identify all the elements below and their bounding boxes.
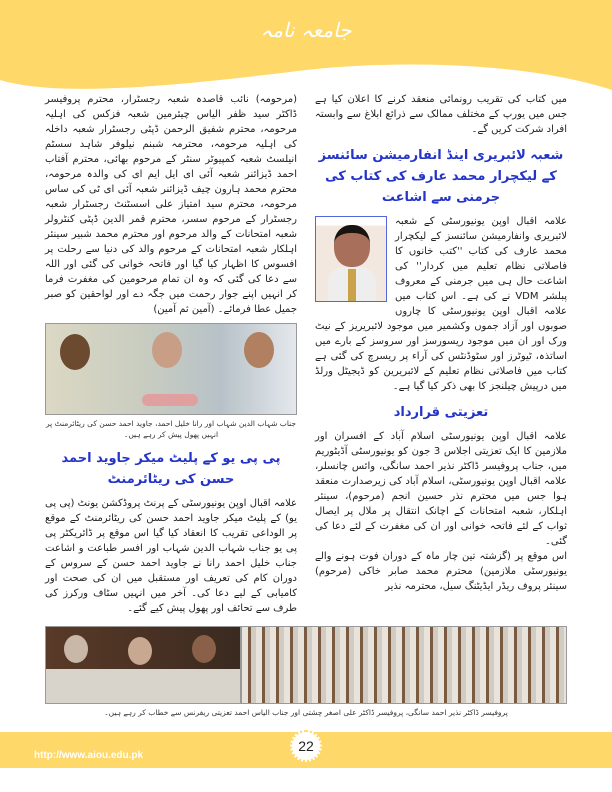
masthead-title: جامعہ نامہ [260,18,352,42]
article-heading-retirement: پی پی یو کے پلیٹ میکر جاوید احمد حسن کی ریٹائرمنٹ [61,451,281,487]
book-paragraph: علامہ اقبال اوپن یونیورسٹی کے شعبہ لائبریری وانفارمیشن سائنسز کے لیکچرار محمد عارف کی کتاب ''کتب خانوں کا فاصلاتی نظام تعلیم میں کردار'' کی اشاعت حال ہی میں جرمنی کے معروف پبلشر VDM نے کی ہے۔ اس کتاب میں علامہ اقبال اوپن یونیورسٹی کا چاروں صوبوں اور آزاد جموں وکشمیر میں موجود لائبریریز کے نیٹ ورک اور ان میں موجود ریسورسز اور سروسز کے بارے میں اساتذہ، ٹیوٹرز اور سٹوڈنٹس کی آراء پر ریسرچ کی گئی ہے کتاب میں فاصلاتی نظام تعلیم کے لائبریرین کو ڈیجیٹل ورلڈ میں درپیش چیلنجز کا بھی ذکر کیا گیا ہے۔ [315,216,567,392]
bottom-photo-caption: پروفیسر ڈاکٹر نذیر احمد سانگی، پروفیسر ڈاکٹر علی اصغر چشتی اور جناب الیاس احمد تعزیتی ریفرنس سے خطاب کر رہے ہیں۔ [104,708,508,717]
right-column [315,92,567,616]
article-heading-book: شعبہ لائبریری اینڈ انفارمیشن سائنسز کے لیکچرار محمد عارف کی کتاب کی جرمنی سے اشاعت [318,148,564,205]
condolence-continued-paragraph: (مرحومہ) نائب قاصدہ شعبہ رجسٹرار، محترم پروفیسر ڈاکٹر سید ظفر الیاس چیئرمین شعبہ فزکس کی اہلیہ مرحومہ، محترم شفیق الرحمن ڈپٹی رجسٹرار شعبہ داخلہ کی اہلیہ مرحومہ، محترمہ شبنم نیلوفر شاہد سسٹم انیلسٹ شعبہ کمپیوٹر سنٹر کے مرحوم بھائی، محترم آفتاب احمد ڈیزائنر شعبہ آئی ای ایل ایم ای کی والدہ مرحومہ، محترم محمد ہارون چیف ڈیزائنر شعبہ آئی ای ٹی کی ساس مرحومہ، محترم سید امتیاز علی اسسٹنٹ رجسٹرار شعبہ رجسٹرار کے مرحوم سسر، محترم قمر الدین ڈپٹی کنٹرولر شعبہ امتحانات کے والد مرحوم اور محترم محمد شبیر سینئر اہلکار شعبہ امتحانات کے مرحوم والد کی دنیا سے رحلت پر افسوس کا اظہار کیا گیا اور فاتحہ خوانی کی گئی اور اللہ سے دعا کی گئی کہ وہ ان تمام مرحومین کی مغفرت فرما کر انہیں اپنے جوار رحمت میں جگہ دے اور لواحقین کو صبر جمیل عطا فرمائے۔ (آمین ثم آمین) [45,94,297,315]
speakers-photo [45,626,241,704]
page-footer [0,732,612,768]
intro-paragraph: میں کتاب کی تقریب رونمائی منعقد کرنے کا اعلان کیا ہے جس میں یورپ کے مختلف ممالک سے ذرائع ابلاغ سے وابستہ افراد شرکت کریں گے۔ [315,94,567,135]
bottom-photos-section [0,616,612,718]
bottom-photos [45,626,567,704]
page-header [0,0,612,92]
website-link[interactable]: http://www.aiou.edu.pk [34,750,144,761]
content-columns [0,92,612,616]
condolence-paragraph-2: اس موقع پر (گزشتہ تین چار ماہ کے دوران فوت ہونے والے یونیورسٹی ملازمین) محترم محمد صابر خاکی (مرحوم) سینئر پروف ریڈر ایڈیٹنگ سیل، محترمہ نذیر [315,551,567,592]
condolence-paragraph: علامہ اقبال اوپن یونیورسٹی اسلام آباد کے افسران اور ملازمین کا ایک تعزیتی اجلاس 3 جون کو یونیورسٹی آڈیٹوریم میں، جناب پروفیسر ڈاکٹر نذیر احمد سانگی، وائس چانسلر، علامہ اقبال اوپن یونیورسٹی، اسلام آباد کی زیرصدارت منعقد ہوا جس میں محترم نذر حسین انجم (مرحوم)، سینئر اہلکار، شعبہ امتحانات کے اچانک انتقال پر ملال پر ایصال ثواب کے لئے فاتحہ خوانی اور ان کی مغفرت کے لئے دعا کی گئی۔ [315,431,567,547]
audience-photo [241,626,567,704]
page-number: 22 [290,730,322,762]
retirement-paragraph: علامہ اقبال اوپن یونیورسٹی کے پرنٹ پروڈکشن یونٹ (پی پی یو) کے پلیٹ میکر جاوید احمد حسن کی ریٹائرمنٹ کے موقع پر الوداعی تقریب کا انعقاد کیا گیا اس موقع پر ڈائریکٹر پی پی یو جناب شہاب الدین شہاب اور افسر طباعت و اشاعت جناب خلیل احمد رانا نے جاوید احمد حسن کے سروس کے دوران کام کی تعریف اور مستقبل میں ان کی صحت اور کامیابی کے لیے دعا کی۔ آخر میں انہیں سٹاف ورکرز کی طرف سے تحائف اور پھول پیش کیے گئے۔ [45,498,297,614]
left-column [45,92,297,616]
retirement-photo-caption: جناب شہاب الدین شہاب اور رانا خلیل احمد، جاوید احمد حسن کی ریٹائرمنٹ پر انہیں پھول پیش کر رہے ہیں۔ [45,419,297,439]
retirement-photo [45,323,297,415]
author-photo [315,216,387,302]
article-heading-condolence: تعزیتی قرارداد [393,405,489,420]
header-wave [0,0,612,92]
